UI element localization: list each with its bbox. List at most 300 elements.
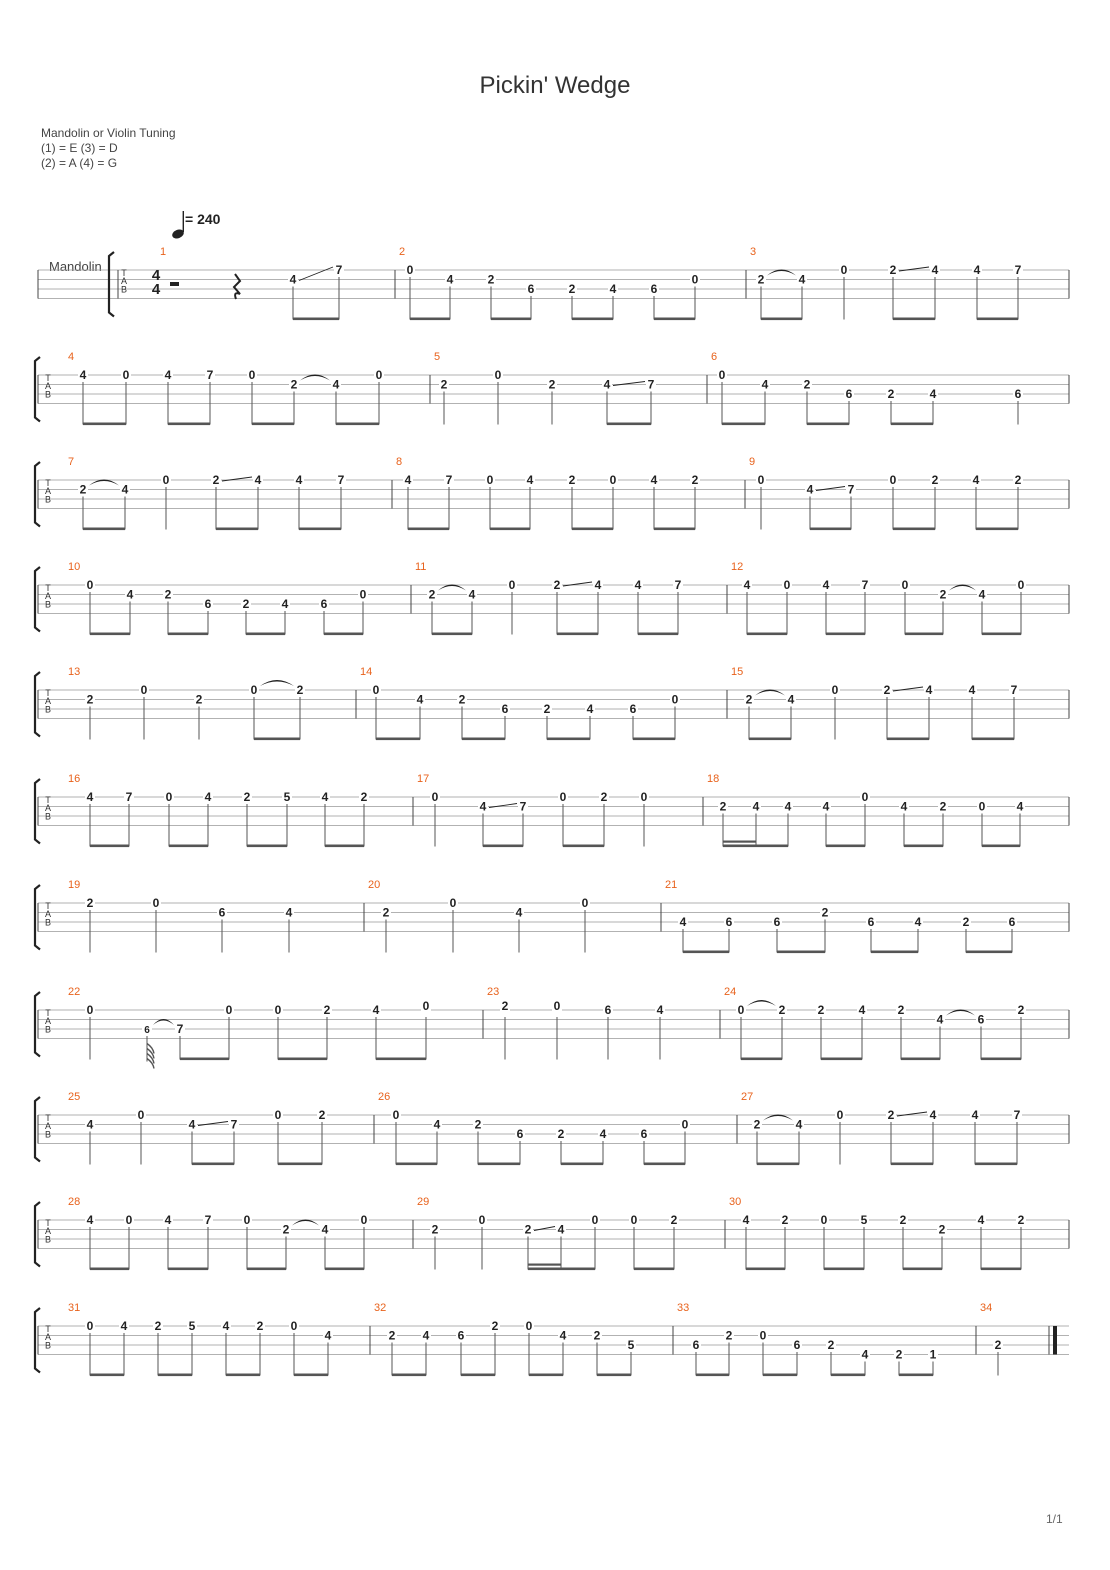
fret-number: 0 [718,368,726,382]
fret-number: 0 [140,683,148,697]
fret-number: 5 [627,1338,635,1352]
fret-number: 2 [962,915,970,929]
fret-number: 2 [691,473,699,487]
measure-number: 32 [374,1302,387,1314]
fret-number: 4 [609,282,617,296]
beam [432,633,472,636]
fret-number: 4 [787,692,795,707]
fret-number: 4 [120,1319,128,1333]
beam [746,1268,785,1271]
tab-clef-letter: B [44,389,52,400]
fret-number: 0 [122,368,130,382]
instrument-name: Mandolin [49,259,102,274]
fret-number: 4 [289,272,297,287]
tie [260,680,294,686]
beam [410,318,450,321]
fret-number: 4 [743,578,751,592]
fret-number: 0 [759,1328,767,1343]
tab-clef-letter: T [45,795,51,805]
fret-number: 4 [324,1328,332,1343]
quarter-rest-icon [234,274,240,299]
fret-number: 0 [757,473,765,487]
fret-number: 4 [526,473,534,487]
fret-number: 4 [822,578,830,592]
measure-number: 23 [487,986,500,998]
fret-number: 4 [861,1347,869,1362]
fret-number: 2 [670,1213,678,1227]
fret-number: 4 [971,1108,979,1122]
measure [68,456,346,530]
beam [396,1163,437,1166]
measure-number: 5 [434,351,441,363]
beam [572,528,613,531]
beam [821,1058,862,1061]
tab-clef-letter: A [44,381,52,392]
fret-number: 2 [568,282,576,296]
measure-number: 25 [68,1091,81,1103]
fret-number: 4 [972,473,980,487]
beam [325,1268,364,1271]
fret-number: 4 [679,915,687,929]
beam [683,951,729,954]
fret-number: 6 [640,1127,648,1141]
fret-number: 4 [479,799,487,814]
measure-number: 26 [378,1091,391,1103]
tab-clef-letter: T [45,1008,51,1018]
measure-number: 28 [68,1196,81,1208]
measure-number: 17 [417,773,430,785]
fret-number: 2 [887,387,895,401]
measure-number: 29 [417,1196,430,1208]
fret-number: 4 [634,578,642,592]
fret-number: 4 [164,1213,172,1227]
fret-number: 0 [86,578,94,592]
fret-number: 7 [1010,683,1018,697]
fret-number: 4 [188,1117,196,1132]
fret-number: 2 [883,683,891,697]
measure-number: 7 [68,456,75,468]
fret-number: 2 [296,683,304,697]
beam [83,528,125,531]
measure-number: 6 [711,351,718,363]
fret-number: 2 [817,1003,825,1017]
fret-number: 2 [939,587,947,602]
fret-number: 2 [323,1003,331,1017]
fret-number: 4 [977,1213,985,1227]
beam [376,1058,426,1061]
beam [763,1374,797,1377]
measure [731,666,1019,740]
beam [169,845,208,848]
fret-number: 4 [900,799,908,814]
measure [729,1196,1026,1270]
fret-number: 7 [647,377,655,392]
fret-number: 2 [889,263,897,277]
beam [325,845,364,848]
tie [946,1010,975,1016]
fret-number: 2 [487,272,495,287]
beam [192,1163,234,1166]
fret-number: 4 [925,683,933,697]
fret-number: 2 [440,377,448,392]
fret-number: 0 [152,896,160,910]
fret-number: 5 [188,1319,196,1333]
measure [68,666,305,740]
measure-number: 18 [707,773,720,785]
fret-number: 4 [372,1003,380,1017]
fret-number: 7 [230,1117,238,1132]
fret-number: 0 [486,473,494,487]
fret-number: 0 [671,692,679,707]
fret-number: 7 [861,578,869,592]
beam [807,423,849,426]
fret-number: 6 [1008,915,1016,929]
fret-number: 0 [840,263,848,277]
fret-number: 2 [164,587,172,602]
tie [153,1019,174,1025]
tie [438,585,466,591]
beam [491,318,531,321]
fret-number: 2 [803,377,811,392]
fret-number: 0 [591,1213,599,1227]
beam [90,633,130,636]
fret-number: 6 [845,387,853,401]
measure-number: 19 [68,879,81,891]
beam [757,1163,799,1166]
fret-number: 2 [593,1328,601,1343]
beam [871,951,918,954]
fret-number: 0 [831,683,839,697]
fret-number: 4 [86,1117,94,1132]
beam [90,845,129,848]
beam [824,1268,864,1271]
fret-number: 4 [914,915,922,929]
beam [722,423,765,426]
fret-number: 2 [86,692,94,707]
measure [415,561,683,635]
fret-number: 0 [478,1213,486,1227]
measure-number: 2 [399,246,406,258]
fret-number: 4 [416,692,424,707]
fret-number: 0 [162,473,170,487]
beam [293,318,339,321]
final-barline [1053,1326,1057,1355]
fret-number: 4 [254,473,262,487]
fret-number: 0 [559,790,567,804]
beam [747,633,787,636]
measure-number: 15 [731,666,744,678]
fret-number: 0 [525,1319,533,1333]
beam [483,845,523,848]
fret-number: 0 [406,263,414,277]
fret-number: 2 [568,473,576,487]
fret-number: 4 [650,473,658,487]
measure-number: 31 [68,1302,81,1314]
beam [226,1374,260,1377]
fret-number: 2 [154,1319,162,1333]
measure-number: 27 [741,1091,754,1103]
fret-number: 7 [204,1213,212,1227]
tie [755,690,785,696]
fret-number: 4 [594,578,602,592]
beam [826,845,865,848]
fret-number: 2 [719,799,727,814]
fret-number: 4 [86,1213,94,1227]
fret-number: 4 [422,1328,430,1343]
tab-clef-letter: B [44,1234,52,1245]
beam [891,1163,933,1166]
beam [462,738,505,741]
fret-number: 0 [274,1003,282,1017]
fret-number: 2 [243,790,251,804]
fret-number: 0 [1017,578,1025,592]
fret-number: 2 [382,905,390,920]
tab-clef-letter: B [44,1024,52,1035]
fret-number: 2 [899,1213,907,1227]
beam [901,1058,940,1061]
beam [461,1374,495,1377]
fret-number: 2 [725,1328,733,1343]
beam [831,1374,865,1377]
beam [893,528,935,531]
fret-number: 2 [557,1127,565,1141]
beam [158,1374,192,1377]
beam [761,318,802,321]
system-bracket [109,252,114,317]
measure [68,773,369,847]
beam [547,738,590,741]
fret-number: 7 [335,263,343,277]
fret-number: 4 [795,1117,803,1132]
fret-number: 6 [1014,387,1022,401]
fret-number: 0 [360,1213,368,1227]
beam [976,528,1018,531]
beam [981,1058,1021,1061]
fret-number: 2 [887,1108,895,1122]
tab-clef-letter: A [44,486,52,497]
tab-clef-letter: A [44,696,52,707]
beam [638,633,678,636]
fret-number: 4 [559,1328,567,1343]
tab-clef-letter: B [44,811,52,822]
tab-clef-letter: B [44,494,52,505]
fret-number: 2 [548,377,556,392]
fret-number: 0 [125,1213,133,1227]
fret-number: 6 [204,597,212,611]
fret-number: 2 [897,1003,905,1017]
fret-number: 6 [692,1338,700,1352]
fret-number: 1 [929,1347,937,1362]
beam [168,423,210,426]
beam [982,633,1021,636]
measure [68,1196,369,1270]
tab-clef-letter: B [44,599,52,610]
tab-system [35,1091,1069,1165]
fret-number: 0 [431,790,439,804]
measure-number: 11 [415,561,427,573]
fret-number: 0 [889,473,897,487]
fret-number: 2 [256,1319,264,1333]
fret-number: 4 [121,482,129,497]
page-number: 1/1 [1046,1512,1063,1526]
fret-number: 4 [404,473,412,487]
beam [607,423,651,426]
fret-number: 4 [164,368,172,382]
fret-number: 0 [375,368,383,382]
fret-number: 0 [359,587,367,602]
fret-number: 6 [867,915,875,929]
tuning-line-2: (2) = A (4) = G [41,156,118,170]
fret-number: 4 [599,1127,607,1141]
measure [378,1091,690,1165]
fret-number: 2 [290,377,298,392]
measure [434,351,656,425]
measure [368,879,590,953]
beam [254,738,300,741]
fret-number: 0 [901,578,909,592]
fret-number: 2 [895,1347,903,1362]
measure-number: 21 [665,879,678,891]
measure [68,1302,333,1376]
measure [160,246,344,320]
beam [376,738,420,741]
measure-number: 24 [724,986,737,998]
beam [561,1163,603,1166]
tab-clef-letter: A [44,909,52,920]
beam [168,633,208,636]
fret-number: 7 [519,799,527,814]
fret-number: 2 [827,1338,835,1352]
fret-number: 0 [86,1319,94,1333]
fret-number: 4 [784,799,792,814]
fret-number: 2 [428,587,436,602]
tab-clef-letter: B [44,704,52,715]
measure [68,986,431,1069]
beam [644,1163,685,1166]
fret-number: 6 [725,915,733,929]
measure [741,1091,1022,1165]
fret-number: 4 [332,377,340,392]
tab-clef-letter: A [44,803,52,814]
beam [777,951,825,954]
fret-number: 0 [508,578,516,592]
tab-clef-letter: B [44,1340,52,1351]
fret-number: 4 [321,790,329,804]
fret-number: 2 [1014,473,1022,487]
beam [981,1268,1021,1271]
beam [904,845,943,848]
fret-number: 5 [283,790,291,804]
beam [278,1058,327,1061]
measure [724,986,1026,1060]
measure-number: 33 [677,1302,690,1314]
beam [891,423,933,426]
fret-number: 2 [86,896,94,910]
fret-number: 4 [586,702,594,716]
beam [572,318,613,321]
measure [665,879,1017,953]
beam [299,528,341,531]
fret-number: 2 [282,1222,290,1237]
fret-number: 4 [978,587,986,602]
fret-number: 2 [938,1222,946,1237]
measure [68,351,384,425]
fret-number: 0 [737,1003,745,1017]
fret-number: 2 [757,272,765,287]
fret-number: 4 [806,482,814,497]
fret-number: 2 [753,1117,761,1132]
fret-number: 2 [458,692,466,707]
tab-system [35,773,1069,847]
fret-number: 2 [318,1108,326,1122]
fret-number: 2 [994,1338,1002,1352]
sixteenth-beam [723,841,756,843]
fret-number: 0 [861,790,869,804]
tab-clef-letter: B [44,1129,52,1140]
slide [489,804,517,808]
tab-clef-letter: T [45,373,51,383]
measure-number: 22 [68,986,81,998]
fret-number: 0 [691,272,699,287]
fret-number: 0 [609,473,617,487]
fret-number: 0 [681,1117,689,1132]
fret-number: 2 [360,790,368,804]
beam [246,633,285,636]
measure [487,986,665,1060]
measure [68,561,368,635]
fret-number: 6 [218,905,226,920]
fret-number: 6 [977,1012,985,1027]
fret-number: 7 [1014,263,1022,277]
fret-number: 6 [793,1338,801,1352]
slide [299,267,333,281]
beam [903,1268,942,1271]
fret-number: 5 [860,1213,868,1227]
measure [731,561,1026,635]
fret-number: 2 [474,1117,482,1132]
fret-number: 6 [650,282,658,296]
fret-number: 0 [640,790,648,804]
beam [899,1374,933,1377]
fret-number: 4 [761,377,769,392]
fret-number: 0 [86,1003,94,1017]
fret-number: 4 [557,1222,565,1237]
beam [749,738,791,741]
fret-number: 2 [778,1003,786,1017]
fret-number: 6 [516,1127,524,1141]
slide [563,582,592,586]
measure-number: 34 [980,1302,993,1314]
fret-number: 6 [144,1025,150,1036]
fret-number: 0 [978,799,986,814]
tie [949,585,976,591]
beam [83,423,126,426]
fret-number: 4 [515,905,523,920]
fret-number: 4 [446,272,454,287]
measure [750,246,1023,320]
beam [247,845,287,848]
beam [696,1374,729,1377]
tab-clef-letter: T [45,688,51,698]
beam [563,845,604,848]
fret-number: 4 [1016,799,1024,814]
beam [528,1268,595,1271]
fret-number: 2 [212,473,220,487]
tab-clef-letter: T [45,901,51,911]
fret-number: 4 [822,799,830,814]
tab-system [38,246,1069,320]
tab-clef-letter: T [45,583,51,593]
